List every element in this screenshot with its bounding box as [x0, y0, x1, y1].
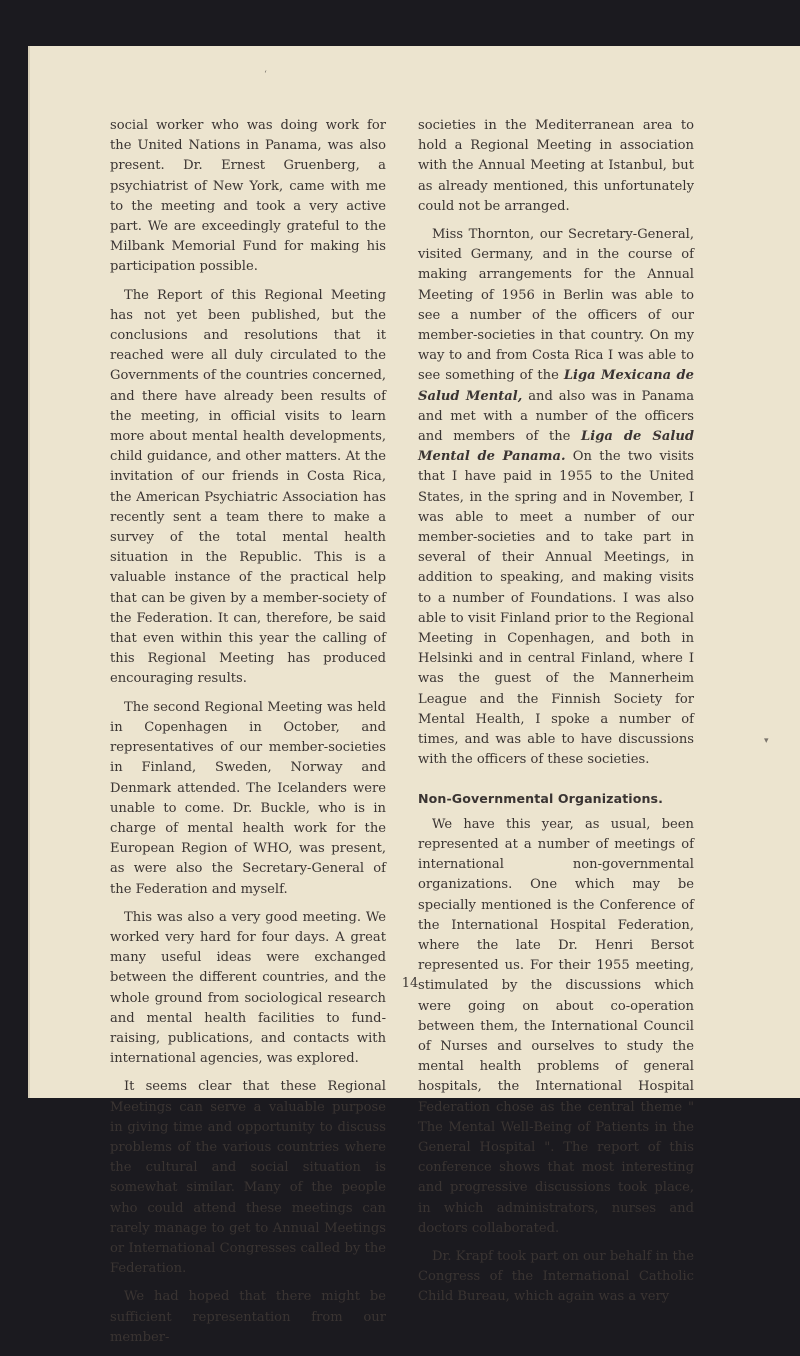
- organization-name: Liga de Salud Mental de Panama.: [418, 429, 694, 465]
- scan-mark: ‘: [264, 70, 267, 80]
- page-number: 14: [401, 976, 419, 991]
- paragraph: The Report of this Regional Meeting has not yet been published, but the conclusions and resolutions that it reached were all duly circulated to the Governments of the countries concerned, and there have already been results of the meeting, in official visits to learn more about mental health developments, child guidance, and other matters. At the invitation of our friends in Costa Rica, the American Psychiatric Association has recently sent a team there to make a survey of the total mental health situation in the Republic. This is a valuable instance of the practical help that can be given by a member-society of the Federation. It can, therefore, be said that even within this year the calling of this Regional Meeting has produced encouraging results.: [110, 287, 386, 687]
- paragraph: The second Regional Meeting was held in Copenhagen in October, and representatives of our member-societies in Finland, Sweden, Norway and Denmark attended. The Icelanders were unable to come. Dr. Buckle, who is in charge of mental health work for the European Region of WHO, was present, as were also the Secretary-General of the Federation and myself.: [110, 699, 386, 897]
- paragraph: Dr. Krapf took part on our behalf in the Congress of the International Catholic Child Bureau, which again was a very: [418, 1248, 694, 1305]
- paragraph: This was also a very good meeting. We worked very hard for four days. A great many useful ideas were exchanged between the different countries, and the whole ground from sociological research and mental health facilities to fund-raising, publications, and contacts with international agencies, was explored.: [110, 909, 386, 1067]
- scan-mark: ▾: [764, 736, 769, 746]
- paragraph: [418, 225, 694, 770]
- paragraph: We had hoped that there might be sufficient representation from our member-: [110, 1289, 386, 1345]
- right-column: [418, 116, 694, 1316]
- document-page: [28, 46, 800, 1345]
- section-heading: Non-Governmental Organizations.: [418, 790, 664, 806]
- paragraph: social worker who was doing work for the United Nations in Panama, was also present. Dr. Ernest Gruenberg, a psychiatrist of New York, came with me to the meeting and took a very active part. We are exceedingly grateful to the Milbank Memorial Fund for making his participation possible.: [110, 118, 386, 275]
- paragraph: societies in the Mediterranean area to hold a Regional Meeting in association with the Annual Meeting at Istanbul, but as already mentioned, this unfortunately could not be arranged.: [418, 118, 694, 214]
- paragraph: We have this year, as usual, been represented at a number of meetings of international non-governmental organizations. One which may be specially mentioned is the Conference of the International Hospital Federation, where the late Dr. Henri Bersot represented us. For their 1955 meeting, stimulated by the discussions which were going on about co-operation between them, the International Council of Nurses and ourselves to study the mental health problems of general hospitals, the International Hospital Federation chose as the central theme " The Mental Well-Being of Patients in the General Hospital ". The report of this conference shows that most interesting and progressive discussions took place, in which administrators, nurses and doctors collaborated.: [418, 816, 694, 1236]
- text-run: On the two visits that I have paid in 1955 to the United States, in the spring and in November, I was able to meet a number of our member-societies and to take part in several of their Annual Meetings, in addition to speaking, and making visits to a number of Foundations. I was also able to visit Finland prior to the Regional Meeting in Copenhagen, and both in Helsinki and in central Finland, where I was the guest of the Mannerheim League and the Finnish Society for Mental Health, I spoke a number of times, and was able to have discussions with the officers of these societies.: [418, 449, 694, 768]
- text-run: and also was in Panama and met with a number of the officers and members of the: [418, 388, 695, 445]
- text-run: Miss Thornton, our Secretary-General, visited Germany, and in the course of making arrangements for the Annual Meeting of 1956 in Berlin was able to see a number of the officers of our member-societies in that country. On my way to and from Costa Rica I was able to see something of the: [418, 227, 694, 384]
- paragraph: It seems clear that these Regional Meetings can serve a valuable purpose in giving time and opportunity to discuss problems of the various countries where the cultural and social situation is somewhat similar. Many of the people who could attend these meetings can rarely manage to get to Annual Meetings or International Congresses called by the Federation.: [110, 1079, 386, 1277]
- left-column: [110, 116, 386, 1356]
- organization-name: Liga Mexicana de Salud Mental,: [418, 368, 694, 404]
